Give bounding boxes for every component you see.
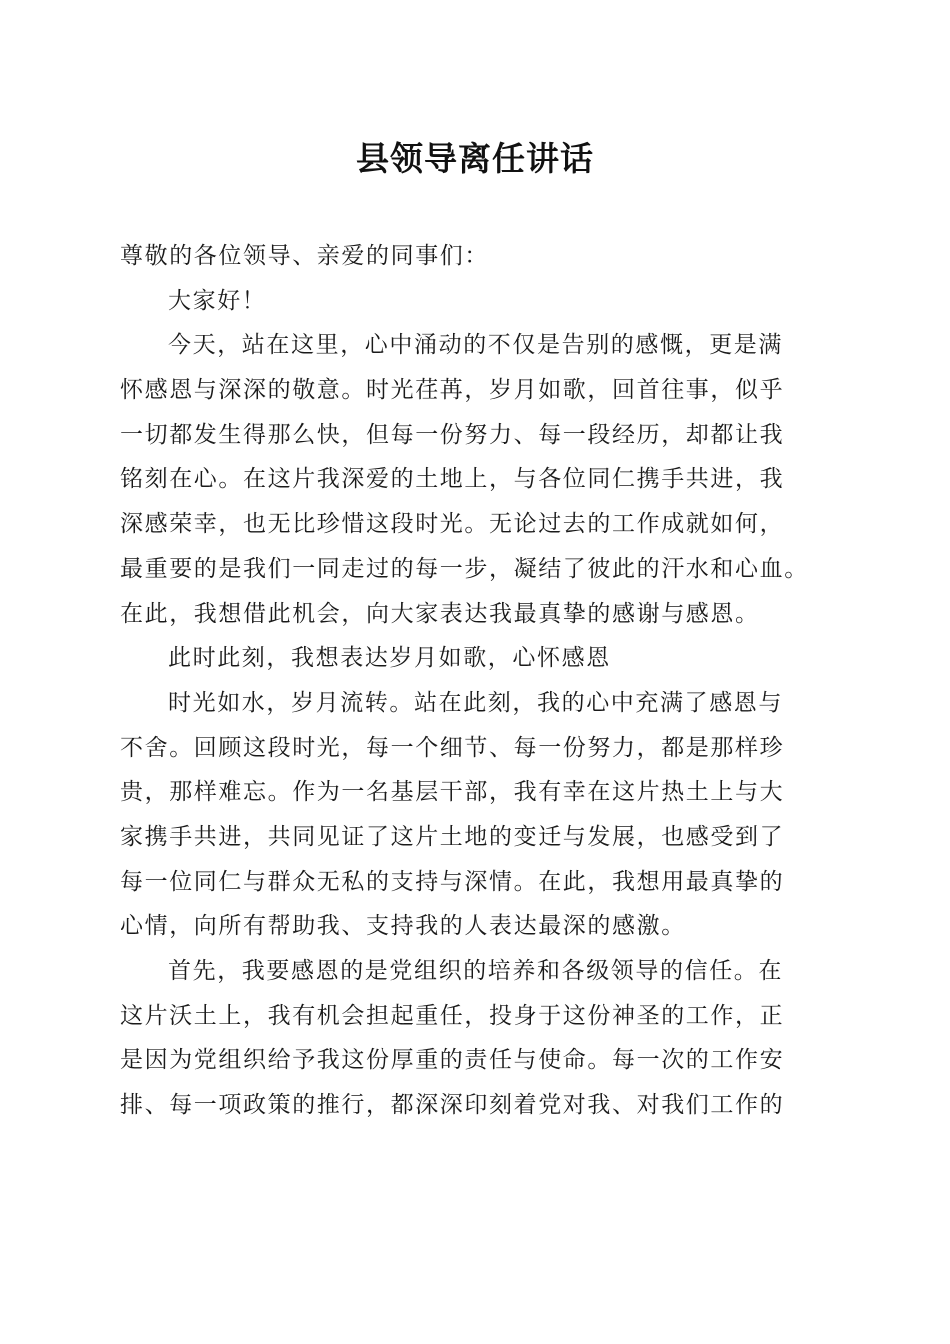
text-line: 这片沃土上，我有机会担起重任，投身于这份神圣的工作，正 <box>120 1002 785 1029</box>
document-title: 县领导离任讲话 <box>356 139 594 178</box>
text-line: 心情，向所有帮助我、支持我的人表达最深的感激。 <box>120 913 686 940</box>
salutation-line: 尊敬的各位领导、亲爱的同事们： <box>120 243 489 269</box>
text-line: 不舍。回顾这段时光，每一个细节、每一份努力，都是那样珍 <box>120 734 785 761</box>
text-line: 在此，我想借此机会，向大家表达我最真挚的感谢与感恩。 <box>120 600 760 627</box>
greeting-line: 大家好！ <box>168 287 267 314</box>
text-line: 排、每一项政策的推行，都深深印刻着党对我、对我们工作的 <box>120 1092 785 1119</box>
text-line: 深感荣幸，也无比珍惜这段时光。无论过去的工作成就如何， <box>120 511 785 538</box>
text-line: 是因为党组织给予我这份厚重的责任与使命。每一次的工作安 <box>120 1047 785 1074</box>
text-line: 家携手共进，共同见证了这片土地的变迁与发展，也感受到了 <box>120 823 785 850</box>
text-line: 今天，站在这里，心中涌动的不仅是告别的感慨，更是满 <box>168 332 783 359</box>
text-line: 铭刻在心。在这片我深爱的土地上，与各位同仁携手共进，我 <box>120 466 785 493</box>
text-line: 一切都发生得那么快，但每一份努力、每一段经历，却都让我 <box>120 421 785 448</box>
text-line: 最重要的是我们一同走过的每一步，凝结了彼此的汗水和心血。 <box>120 555 809 582</box>
text-line: 每一位同仁与群众无私的支持与深情。在此，我想用最真挚的 <box>120 868 785 895</box>
section-heading-line: 此时此刻，我想表达岁月如歌，心怀感恩 <box>168 645 611 672</box>
text-line: 首先，我要感恩的是党组织的培养和各级领导的信任。在 <box>168 958 783 984</box>
text-line: 怀感恩与深深的敬意。时光荏苒，岁月如歌，回首往事，似乎 <box>120 377 785 404</box>
text-line: 贵，那样难忘。作为一名基层干部，我有幸在这片热土上与大 <box>120 779 785 806</box>
text-line: 时光如水，岁月流转。站在此刻，我的心中充满了感恩与 <box>168 689 783 716</box>
document-body <box>120 234 836 1128</box>
